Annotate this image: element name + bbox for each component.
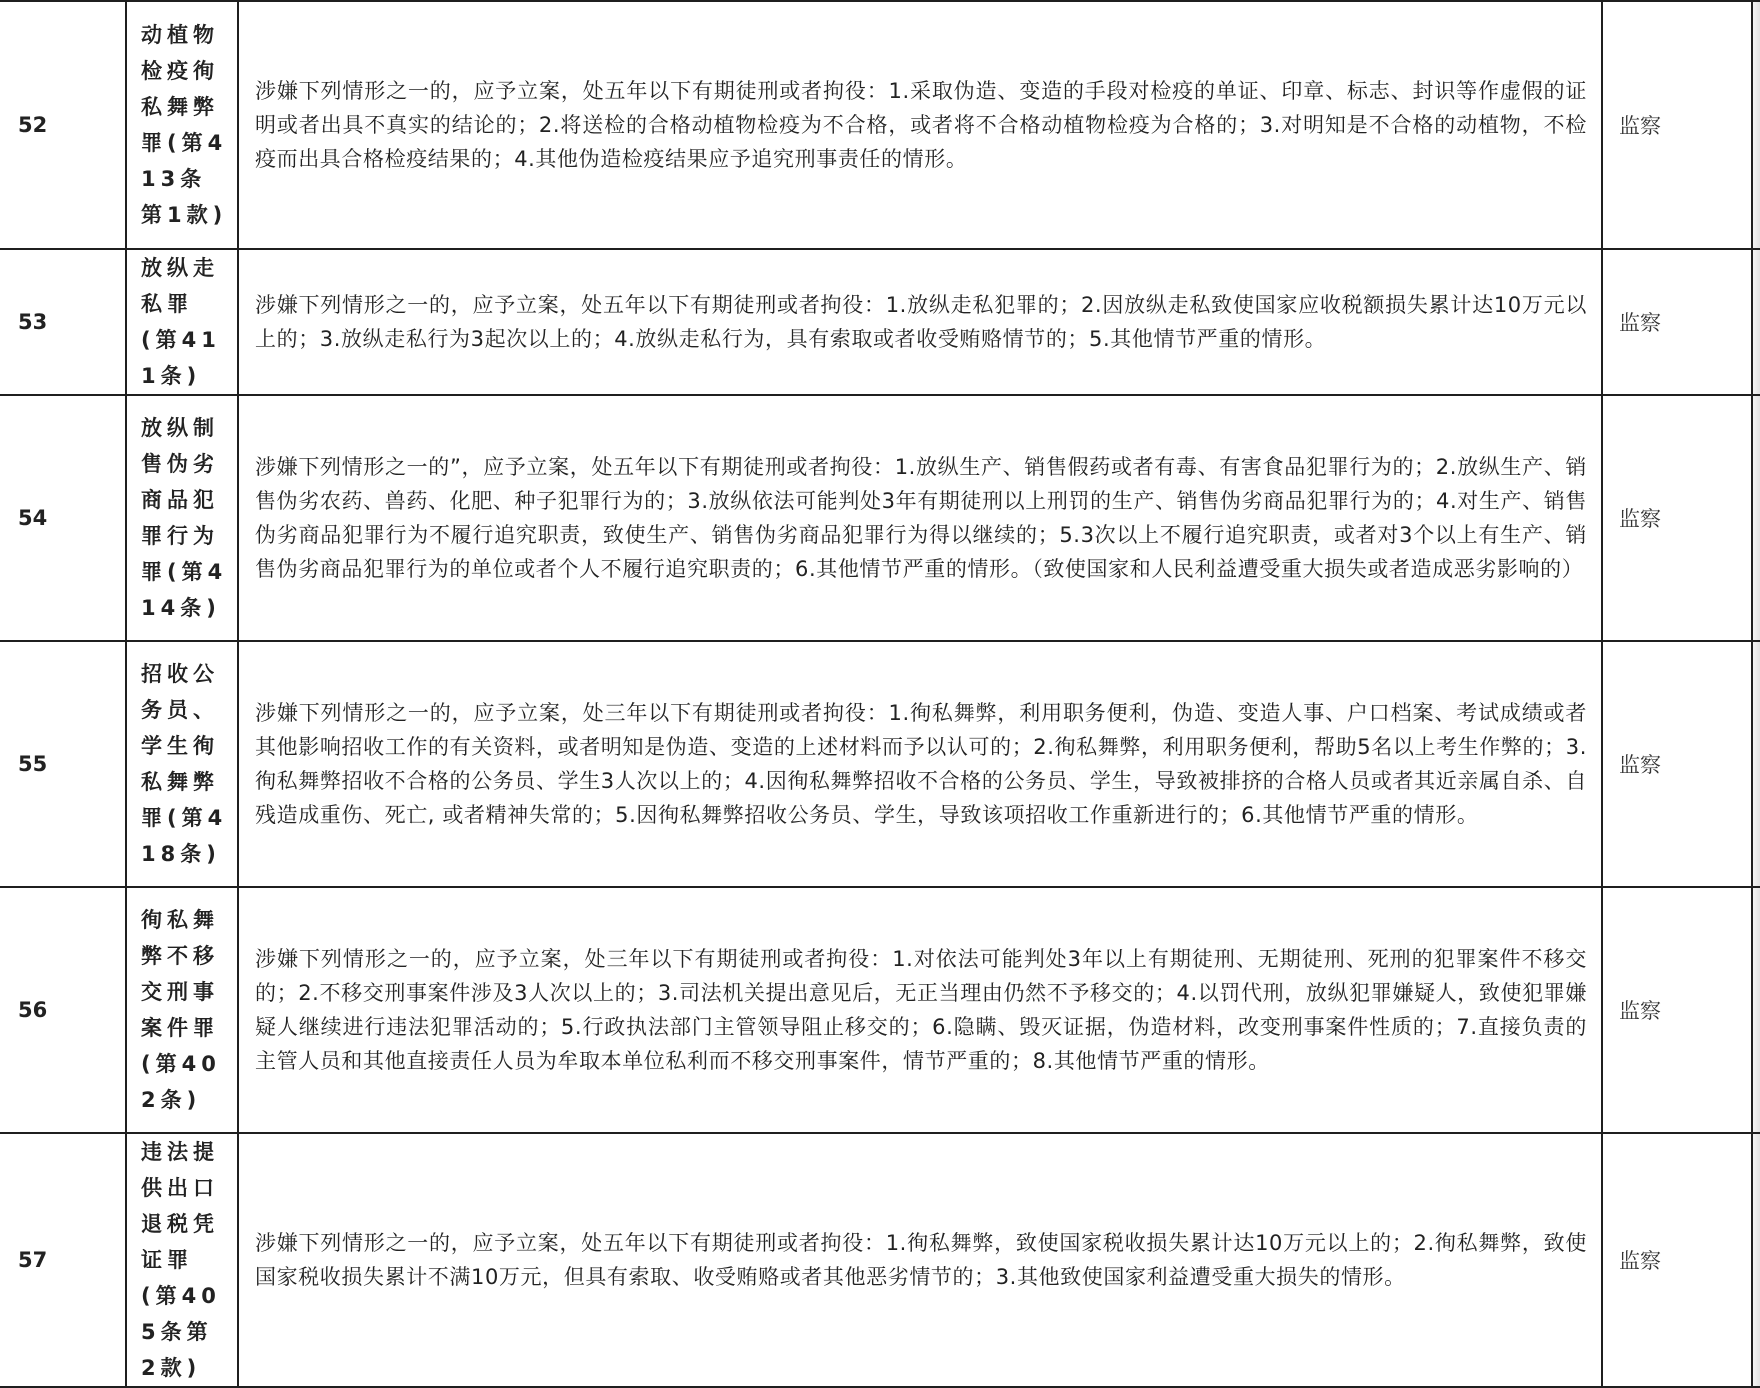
- table-row: [0, 641, 1760, 887]
- filing-criteria: 涉嫌下列情形之一的，应予立案，处五年以下有期徒刑或者拘役：1.放纵走私犯罪的；2.因放纵走私致使国家应收税额损失累计达10万元以上的；3.放纵走私行为3起次以上的；4.放纵走私行为，具有索取或者收受贿赂情节的；5.其他情节严重的情形。: [238, 249, 1602, 395]
- filing-criteria: 涉嫌下列情形之一的，应予立案，处三年以下有期徒刑或者拘役：1.徇私舞弊，利用职务便利，伪造、变造人事、户口档案、考试成绩或者其他影响招收工作的有关资料，或者明知是伪造、变造的上述材料而予以认可的；2.徇私舞弊，利用职务便利，帮助5名以上考生作弊的；3.徇私舞弊招收不合格的公务员、学生3人次以上的；4.因徇私舞弊招收不合格的公务员、学生，导致被排挤的合格人员或者其近亲属自杀、自残造成重伤、死亡, 或者精神失常的；5.因徇私舞弊招收公务员、学生，导致该项招收工作重新进行的；6.其他情节严重的情形。: [238, 641, 1602, 887]
- authority: 监察: [1602, 249, 1752, 395]
- table-row: [0, 1, 1760, 249]
- crime-name: 招收公务员、学生徇私舞弊罪(第418条): [126, 641, 238, 887]
- page-edge-shadow: [1752, 249, 1760, 395]
- filing-criteria: 涉嫌下列情形之一的，应予立案，处五年以下有期徒刑或者拘役：1.采取伪造、变造的手段对检疫的单证、印章、标志、封识等作虚假的证明或者出具不真实的结论的；2.将送检的合格动植物检疫为不合格，或者将不合格动植物检疫为合格的；3.对明知是不合格的动植物，不检疫而出具合格检疫结果的；4.其他伪造检疫结果应予追究刑事责任的情形。: [238, 1, 1602, 249]
- authority: 监察: [1602, 887, 1752, 1133]
- row-number: 52: [0, 1, 126, 249]
- table-row: [0, 395, 1760, 641]
- crime-name: 违法提供出口退税凭证罪(第405条第2款): [126, 1133, 238, 1387]
- authority: 监察: [1602, 1133, 1752, 1387]
- authority: 监察: [1602, 395, 1752, 641]
- page-edge-shadow: [1752, 1133, 1760, 1387]
- table-row: [0, 887, 1760, 1133]
- page-edge-shadow: [1752, 395, 1760, 641]
- crime-name: 放纵制售伪劣商品犯罪行为罪(第414条): [126, 395, 238, 641]
- filing-criteria: 涉嫌下列情形之一的，应予立案，处五年以下有期徒刑或者拘役：1.徇私舞弊，致使国家税收损失累计达10万元以上的；2.徇私舞弊，致使国家税收损失累计不满10万元，但具有索取、收受贿赂或者其他恶劣情节的；3.其他致使国家利益遭受重大损失的情形。: [238, 1133, 1602, 1387]
- crime-name: 动植物检疫徇私舞弊罪(第413条第1款): [126, 1, 238, 249]
- filing-criteria: 涉嫌下列情形之一的”，应予立案，处五年以下有期徒刑或者拘役：1.放纵生产、销售假药或者有毒、有害食品犯罪行为的；2.放纵生产、销售伪劣农药、兽药、化肥、种子犯罪行为的；3.放纵依法可能判处3年有期徒刑以上刑罚的生产、销售伪劣商品犯罪行为的；4.对生产、销售伪劣商品犯罪行为不履行追究职责，致使生产、销售伪劣商品犯罪行为得以继续的；5.3次以上不履行追究职责，或者对3个以上有生产、销售伪劣商品犯罪行为的单位或者个人不履行追究职责的；6.其他情节严重的情形。（致使国家和人民利益遭受重大损失或者造成恶劣影响的）: [238, 395, 1602, 641]
- crime-name: 徇私舞弊不移交刑事案件罪(第402条): [126, 887, 238, 1133]
- row-number: 55: [0, 641, 126, 887]
- row-number: 54: [0, 395, 126, 641]
- filing-criteria: 涉嫌下列情形之一的，应予立案，处三年以下有期徒刑或者拘役：1.对依法可能判处3年以上有期徒刑、无期徒刑、死刑的犯罪案件不移交的；2.不移交刑事案件涉及3人次以上的；3.司法机关提出意见后，无正当理由仍然不予移交的；4.以罚代刑，放纵犯罪嫌疑人，致使犯罪嫌疑人继续进行违法犯罪活动的；5.行政执法部门主管领导阻止移交的；6.隐瞒、毁灭证据，伪造材料，改变刑事案件性质的；7.直接负责的主管人员和其他直接责任人员为牟取本单位私利而不移交刑事案件，情节严重的；8.其他情节严重的情形。: [238, 887, 1602, 1133]
- row-number: 56: [0, 887, 126, 1133]
- row-number: 57: [0, 1133, 126, 1387]
- page-edge-shadow: [1752, 641, 1760, 887]
- table-row: [0, 1133, 1760, 1387]
- table-row: [0, 249, 1760, 395]
- authority: 监察: [1602, 641, 1752, 887]
- page-edge-shadow: [1752, 887, 1760, 1133]
- page-edge-shadow: [1752, 1, 1760, 249]
- authority: 监察: [1602, 1, 1752, 249]
- crime-name: 放纵走私罪(第411条): [126, 249, 238, 395]
- row-number: 53: [0, 249, 126, 395]
